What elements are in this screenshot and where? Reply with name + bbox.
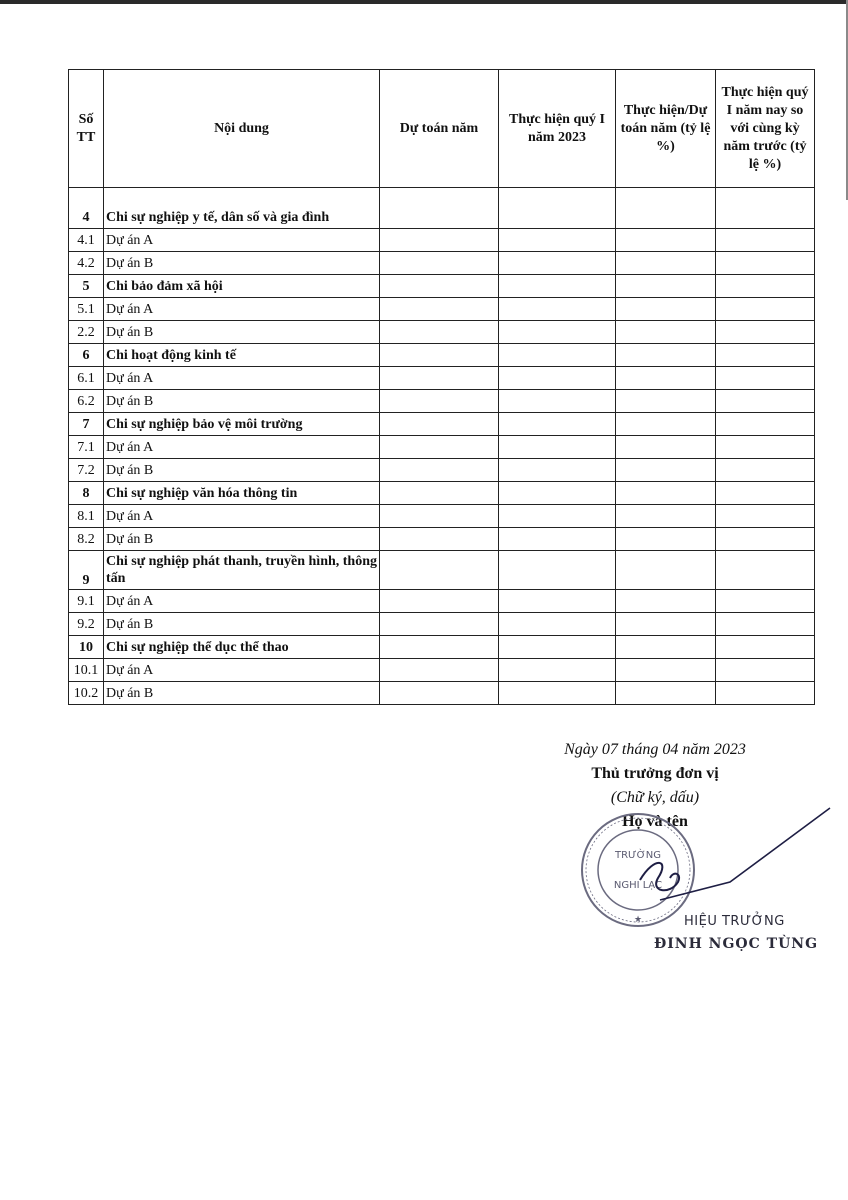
cell-ratio: [616, 436, 716, 459]
row-stt: 10: [69, 636, 104, 659]
cell-estimate: [380, 413, 499, 436]
table-row: [69, 436, 815, 459]
signature-role: Thủ trưởng đơn vị: [591, 765, 719, 782]
cell-actual: [499, 590, 616, 613]
row-stt: 6.1: [69, 367, 104, 390]
cell-ratio: [616, 188, 716, 229]
cell-ratio: [616, 298, 716, 321]
row-stt: 4.1: [69, 229, 104, 252]
table-row: [69, 613, 815, 636]
row-stt: 10.2: [69, 682, 104, 705]
cell-actual: [499, 188, 616, 229]
cell-ratio-prev: [716, 613, 815, 636]
cell-ratio-prev: [716, 505, 815, 528]
row-stt: 9.1: [69, 590, 104, 613]
table-row: [69, 367, 815, 390]
cell-ratio: [616, 590, 716, 613]
cell-ratio-prev: [716, 459, 815, 482]
cell-ratio-prev: [716, 367, 815, 390]
cell-actual: [499, 636, 616, 659]
cell-ratio-prev: [716, 590, 815, 613]
cell-ratio-prev: [716, 436, 815, 459]
cell-ratio: [616, 459, 716, 482]
cell-actual: [499, 344, 616, 367]
table-row: [69, 659, 815, 682]
cell-actual: [499, 459, 616, 482]
header-estimate: Dự toán năm: [380, 70, 499, 188]
cell-ratio: [616, 390, 716, 413]
header-content: Nội dung: [104, 70, 380, 188]
table-row: [69, 344, 815, 367]
row-stt: 9: [69, 551, 104, 590]
cell-ratio: [616, 344, 716, 367]
table-row: [69, 528, 815, 551]
cell-actual: [499, 505, 616, 528]
row-stt: 4: [69, 188, 104, 229]
cell-ratio: [616, 551, 716, 590]
cell-ratio-prev: [716, 252, 815, 275]
cell-ratio: [616, 367, 716, 390]
cell-ratio: [616, 528, 716, 551]
cell-estimate: [380, 229, 499, 252]
svg-text:TRƯỜNG: TRƯỜNG: [615, 850, 661, 861]
row-content: Dự án B: [104, 321, 380, 344]
signature-date: Ngày 07 tháng 04 năm 2023: [564, 741, 746, 758]
row-stt: 10.1: [69, 659, 104, 682]
cell-estimate: [380, 252, 499, 275]
row-content: Dự án A: [104, 229, 380, 252]
row-stt: 7.1: [69, 436, 104, 459]
table-row: [69, 188, 815, 229]
handwritten-signature: [600, 800, 840, 930]
cell-estimate: [380, 436, 499, 459]
row-content: Dự án A: [104, 590, 380, 613]
header-ratio-estimate: Thực hiện/Dự toán năm (tỷ lệ %): [616, 70, 716, 188]
header-actual-q1: Thực hiện quý I năm 2023: [499, 70, 616, 188]
table-row: [69, 229, 815, 252]
cell-actual: [499, 275, 616, 298]
table-row: [69, 459, 815, 482]
row-stt: 7: [69, 413, 104, 436]
cell-estimate: [380, 482, 499, 505]
cell-actual: [499, 528, 616, 551]
cell-estimate: [380, 528, 499, 551]
cell-actual: [499, 682, 616, 705]
cell-ratio: [616, 613, 716, 636]
cell-ratio-prev: [716, 229, 815, 252]
table-row: [69, 636, 815, 659]
row-content: Chi sự nghiệp văn hóa thông tin: [104, 482, 380, 505]
row-content: Dự án B: [104, 528, 380, 551]
row-content: Dự án A: [104, 436, 380, 459]
row-content: Dự án B: [104, 459, 380, 482]
row-stt: 4.2: [69, 252, 104, 275]
cell-ratio-prev: [716, 659, 815, 682]
cell-estimate: [380, 459, 499, 482]
row-stt: 9.2: [69, 613, 104, 636]
row-content: Dự án A: [104, 367, 380, 390]
cell-actual: [499, 298, 616, 321]
row-content: Dự án A: [104, 298, 380, 321]
row-content: Dự án B: [104, 390, 380, 413]
row-content: Dự án B: [104, 613, 380, 636]
cell-ratio-prev: [716, 528, 815, 551]
cell-actual: [499, 659, 616, 682]
cell-estimate: [380, 590, 499, 613]
cell-estimate: [380, 613, 499, 636]
table-row: [69, 252, 815, 275]
cell-ratio-prev: [716, 275, 815, 298]
cell-estimate: [380, 505, 499, 528]
cell-ratio: [616, 482, 716, 505]
cell-actual: [499, 551, 616, 590]
table-row: [69, 321, 815, 344]
cell-estimate: [380, 682, 499, 705]
table-row: [69, 682, 815, 705]
cell-actual: [499, 229, 616, 252]
cell-ratio: [616, 275, 716, 298]
cell-ratio: [616, 682, 716, 705]
cell-estimate: [380, 390, 499, 413]
table-row: [69, 505, 815, 528]
cell-actual: [499, 413, 616, 436]
budget-table: [68, 69, 815, 705]
scan-edge: [0, 0, 848, 4]
cell-ratio-prev: [716, 682, 815, 705]
row-stt: 8: [69, 482, 104, 505]
cell-ratio: [616, 321, 716, 344]
row-content: Chi sự nghiệp y tế, dân số và gia đình: [104, 188, 380, 229]
row-stt: 8.1: [69, 505, 104, 528]
cell-ratio: [616, 505, 716, 528]
cell-estimate: [380, 636, 499, 659]
header-stt: Số TT: [69, 70, 104, 188]
stamp-name: ĐINH NGỌC TÙNG: [654, 936, 819, 952]
row-stt: 6: [69, 344, 104, 367]
table-row: [69, 551, 815, 590]
header-ratio-same-period: Thực hiện quý I năm nay so với cùng kỳ năm trước (tỷ lệ %): [716, 70, 815, 188]
row-stt: 2.2: [69, 321, 104, 344]
row-stt: 8.2: [69, 528, 104, 551]
row-content: Chi sự nghiệp thể dục thể thao: [104, 636, 380, 659]
row-content: Chi hoạt động kinh tế: [104, 344, 380, 367]
svg-text:★: ★: [633, 915, 643, 925]
stamp-title: HIỆU TRƯỞNG: [684, 914, 785, 929]
cell-ratio: [616, 413, 716, 436]
cell-actual: [499, 252, 616, 275]
cell-estimate: [380, 298, 499, 321]
cell-ratio-prev: [716, 344, 815, 367]
row-content: Dự án B: [104, 252, 380, 275]
cell-ratio-prev: [716, 390, 815, 413]
cell-estimate: [380, 344, 499, 367]
row-stt: 5: [69, 275, 104, 298]
cell-actual: [499, 367, 616, 390]
table-row: [69, 298, 815, 321]
cell-actual: [499, 321, 616, 344]
table-row: [69, 590, 815, 613]
cell-ratio-prev: [716, 551, 815, 590]
cell-ratio: [616, 659, 716, 682]
cell-estimate: [380, 321, 499, 344]
table-row: [69, 413, 815, 436]
cell-ratio: [616, 229, 716, 252]
row-content: Dự án A: [104, 505, 380, 528]
table-row: [69, 482, 815, 505]
cell-actual: [499, 482, 616, 505]
cell-estimate: [380, 275, 499, 298]
svg-text:NGHI LẠC: NGHI LẠC: [613, 880, 663, 891]
row-content: Chi sự nghiệp bảo vệ môi trường: [104, 413, 380, 436]
cell-actual: [499, 436, 616, 459]
cell-ratio-prev: [716, 636, 815, 659]
cell-ratio: [616, 636, 716, 659]
row-content: Dự án B: [104, 682, 380, 705]
cell-ratio: [616, 252, 716, 275]
cell-actual: [499, 613, 616, 636]
cell-ratio-prev: [716, 482, 815, 505]
cell-ratio-prev: [716, 298, 815, 321]
row-content: Chi sự nghiệp phát thanh, truyền hình, thông tấn: [104, 551, 380, 590]
cell-actual: [499, 390, 616, 413]
table-header-row: [69, 70, 815, 188]
signature-name-label: Họ và tên: [622, 813, 688, 830]
row-stt: 6.2: [69, 390, 104, 413]
cell-estimate: [380, 188, 499, 229]
row-content: Dự án A: [104, 659, 380, 682]
table-row: [69, 390, 815, 413]
cell-estimate: [380, 367, 499, 390]
row-stt: 5.1: [69, 298, 104, 321]
cell-estimate: [380, 659, 499, 682]
cell-ratio-prev: [716, 321, 815, 344]
table-row: [69, 275, 815, 298]
signature-note: (Chữ ký, dấu): [610, 789, 700, 806]
cell-ratio-prev: [716, 413, 815, 436]
cell-ratio-prev: [716, 188, 815, 229]
row-stt: 7.2: [69, 459, 104, 482]
row-content: Chi bảo đảm xã hội: [104, 275, 380, 298]
cell-estimate: [380, 551, 499, 590]
